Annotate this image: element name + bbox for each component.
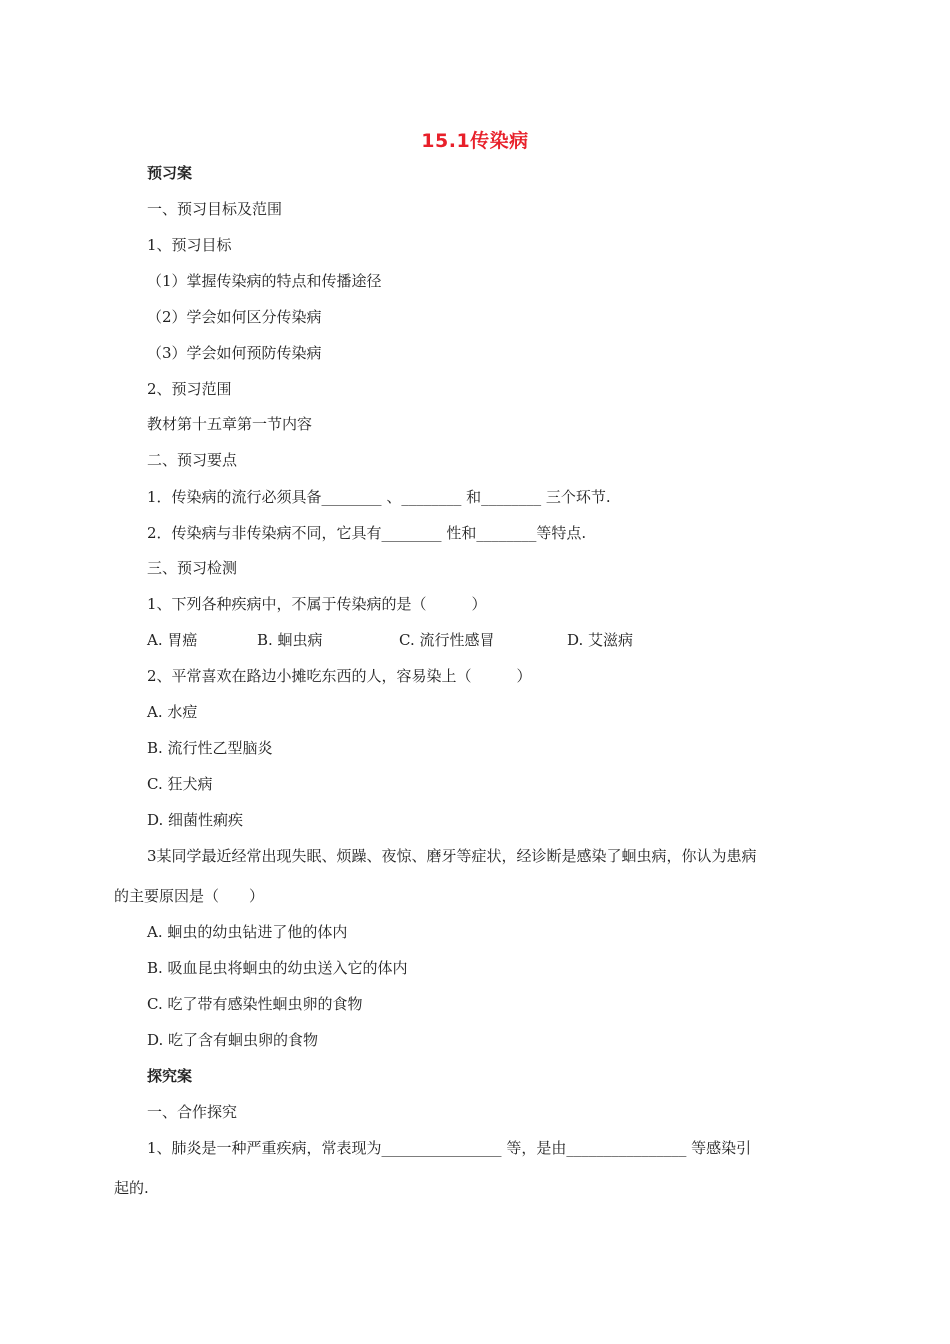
explore-heading: 探究案: [147, 1067, 193, 1085]
question-2-option-d: D. 细菌性痢疾: [147, 811, 244, 829]
question-3-option-c: C. 吃了带有感染性蛔虫卵的食物: [147, 995, 363, 1013]
explore-question-1-line-1: 1、肺炎是一种严重疾病，常表现为________________ 等，是由________________ 等感染引: [147, 1139, 752, 1157]
question-2: 2、平常喜欢在路边小摊吃东西的人，容易染上（ ）: [147, 667, 532, 685]
section-heading-check: 三、预习检测: [147, 559, 238, 577]
question-3-line-2: 的主要原因是（ ）: [114, 887, 265, 905]
scope-text: 教材第十五章第一节内容: [147, 415, 313, 433]
section-heading-goals-scope: 一、预习目标及范围: [147, 200, 283, 218]
option-a: A. 胃癌: [147, 631, 198, 649]
subheading-goals: 1、预习目标: [147, 236, 232, 254]
question-1: 1、下列各种疾病中，不属于传染病的是（ ）: [147, 595, 487, 613]
question-3-option-d: D. 吃了含有蛔虫卵的食物: [147, 1031, 319, 1049]
question-2-option-b: B. 流行性乙型脑炎: [147, 739, 273, 757]
key-point-2: 2．传染病与非传染病不同，它具有________ 性和________等特点.: [147, 524, 587, 542]
document-title: 15.1传染病: [421, 130, 529, 152]
goal-item-1: （1）掌握传染病的特点和传播途径: [147, 272, 382, 290]
section-heading-cooperate: 一、合作探究: [147, 1103, 238, 1121]
question-3-option-a: A. 蛔虫的幼虫钻进了他的体内: [147, 923, 348, 941]
question-2-option-a: A. 水痘: [147, 703, 198, 721]
question-3-line-1: 3某同学最近经常出现失眠、烦躁、夜惊、磨牙等症状，经诊断是感染了蛔虫病，你认为患病: [147, 847, 757, 865]
preview-heading: 预习案: [147, 164, 193, 182]
question-1-options: [147, 630, 633, 650]
goal-item-2: （2）学会如何区分传染病: [147, 308, 322, 326]
section-heading-key-points: 二、预习要点: [147, 451, 238, 469]
subheading-scope: 2、预习范围: [147, 380, 232, 398]
goal-item-3: （3）学会如何预防传染病: [147, 344, 322, 362]
option-c: C. 流行性感冒: [399, 631, 495, 649]
key-point-1: 1．传染病的流行必须具备________ 、________ 和________ 三个环节.: [147, 488, 611, 506]
question-3-option-b: B. 吸血昆虫将蛔虫的幼虫送入它的体内: [147, 959, 408, 977]
option-b: B. 蛔虫病: [257, 631, 323, 649]
explore-question-1-line-2: 起的.: [114, 1179, 149, 1197]
question-2-option-c: C. 狂犬病: [147, 775, 213, 793]
option-d: D. 艾滋病: [567, 631, 634, 649]
